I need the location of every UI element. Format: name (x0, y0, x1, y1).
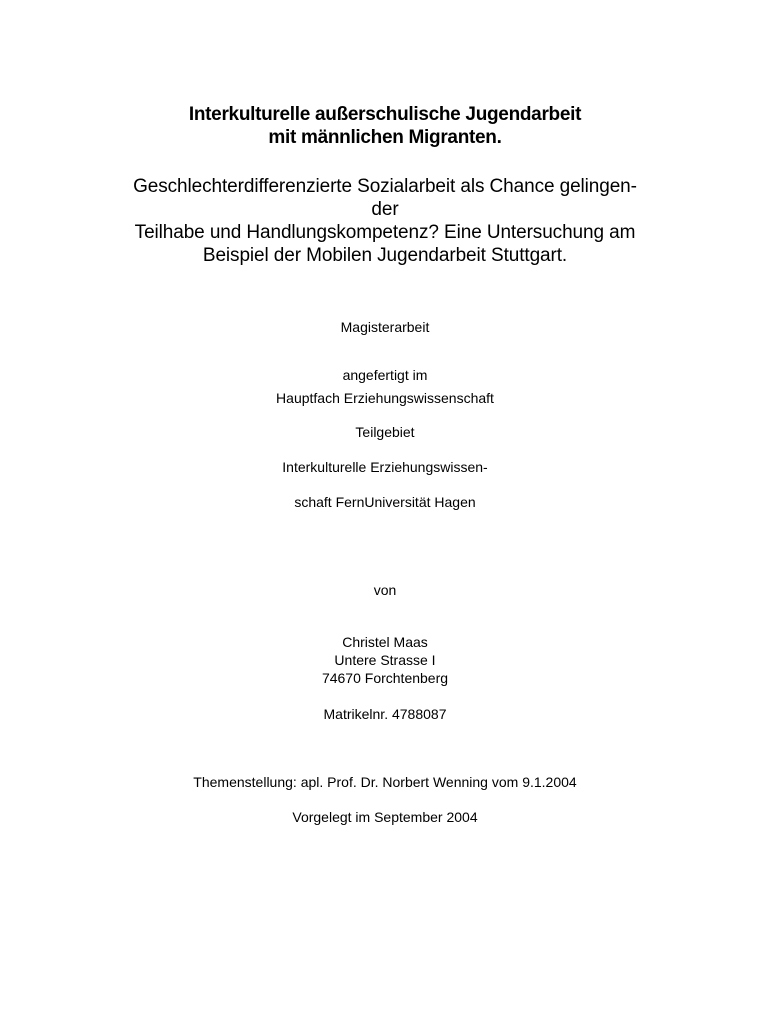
sub-area-line-1: Interkulturelle Erziehungswissen- (282, 459, 488, 475)
subtitle-line-4: Beispiel der Mobilen Jugendarbeit Stuttgart. (202, 245, 568, 266)
title-line-2: mit männlichen Migranten. (268, 127, 502, 148)
subtitle-line-3: Teilhabe und Handlungskompetenz? Eine Untersuchung am (134, 222, 636, 243)
sub-area-label: Teilgebiet (355, 424, 415, 440)
subtitle-line-2: der (371, 199, 399, 220)
prepared-in: angefertigt im (342, 367, 428, 383)
by-label: von (373, 582, 397, 598)
author-street: Untere Strasse I (334, 652, 436, 668)
subtitle-line-1: Geschlechterdifferenzierte Sozialarbeit als Chance gelingen- (133, 176, 637, 197)
author-city: 74670 Forchtenberg (321, 670, 449, 686)
sub-area-line-2: schaft FernUniversität Hagen (294, 494, 476, 510)
matriculation-number: Matrikelnr. 4788087 (323, 706, 447, 722)
submission-date: Vorgelegt im September 2004 (292, 809, 478, 825)
title-line-1: Interkulturelle außerschulische Jugendarbeit (188, 104, 582, 125)
thesis-type: Magisterarbeit (340, 319, 430, 335)
author-name: Christel Maas (342, 634, 428, 650)
main-subject: Hauptfach Erziehungswissenschaft (276, 390, 494, 406)
topic-assignment: Themenstellung: apl. Prof. Dr. Norbert Wenning vom 9.1.2004 (193, 774, 577, 790)
